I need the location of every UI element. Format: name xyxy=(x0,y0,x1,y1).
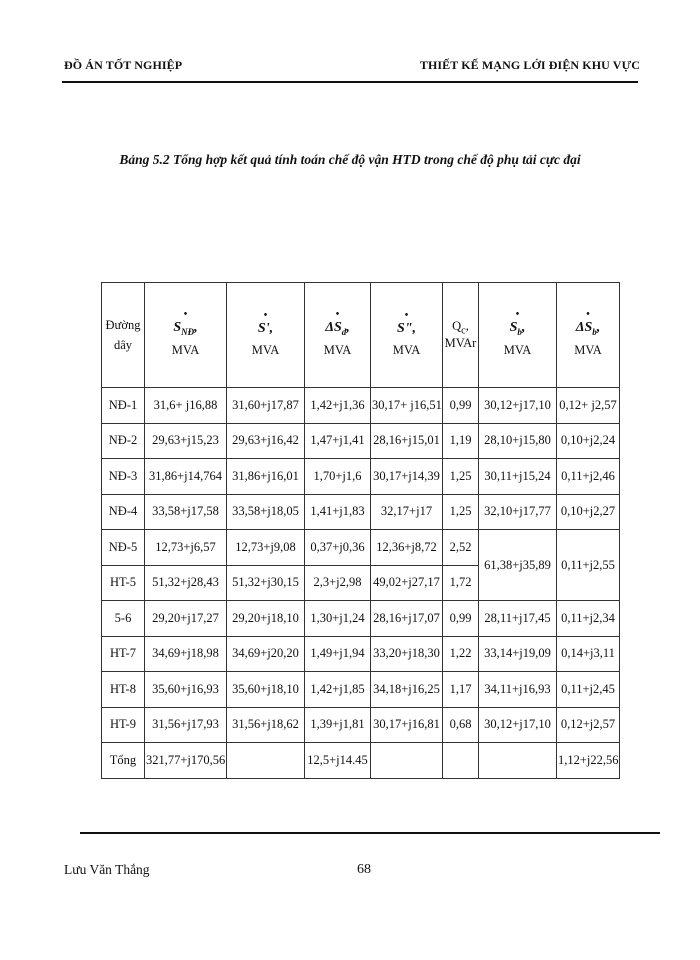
header-cell-qc xyxy=(443,283,479,388)
table-cell: 2,52 xyxy=(443,530,479,566)
page-number: 68 xyxy=(357,862,371,877)
table-cell: 51,32+j30,15 xyxy=(227,565,305,601)
table-row xyxy=(102,530,620,566)
table-caption: Bảng 5.2 Tổng hợp kết quả tính toán chế độ vận HTD trong chế độ phụ tải cực đại xyxy=(119,152,581,167)
table-cell: 34,69+j20,20 xyxy=(227,636,305,672)
table-cell: 1,41+j1,83 xyxy=(305,494,371,530)
header-cell-sb xyxy=(479,283,557,388)
header-symbol-text: ΔS xyxy=(325,320,342,336)
table-cell: 28,10+j15,80 xyxy=(479,423,557,459)
table-cell: 12,5+j14.45 xyxy=(305,743,371,779)
table-cell: 34,69+j18,98 xyxy=(145,636,227,672)
table-cell: 5-6 xyxy=(102,601,145,637)
table-cell: 28,11+j17,45 xyxy=(479,601,557,637)
table-header-row xyxy=(102,283,620,388)
table-row xyxy=(102,388,620,424)
table-row xyxy=(102,459,620,495)
header-symbol: $Q_c$, xyxy=(452,318,469,337)
table-row xyxy=(102,601,620,637)
table-cell: HT-7 xyxy=(102,636,145,672)
table-cell: 33,14+j19,09 xyxy=(479,636,557,672)
table-cell: 1,49+j1,94 xyxy=(305,636,371,672)
table-cell: 1,25 xyxy=(443,459,479,495)
table-cell: 1,47+j1,41 xyxy=(305,423,371,459)
table-cell: 12,73+j9,08 xyxy=(227,530,305,566)
header-symbol: • S', xyxy=(257,309,274,336)
table-cell: 32,10+j17,77 xyxy=(479,494,557,530)
table-cell: 1,22 xyxy=(443,636,479,672)
table-row xyxy=(102,423,620,459)
table-cell-merged: 61,38+j35,89 xyxy=(479,530,557,601)
table-cell: 31,86+j14,764 xyxy=(145,459,227,495)
table-cell: 33,58+j18,05 xyxy=(227,494,305,530)
header-symbol-sub: c xyxy=(461,325,466,337)
table-cell: 29,63+j16,42 xyxy=(227,423,305,459)
table-cell xyxy=(227,743,305,779)
header-symbol: • $\Delta S_d$, xyxy=(325,309,350,337)
table-cell: 0,99 xyxy=(443,388,479,424)
table-cell: 1,70+j1,6 xyxy=(305,459,371,495)
table-cell: 31,60+j17,87 xyxy=(227,388,305,424)
table-cell: 0,37+j0,36 xyxy=(305,530,371,566)
table-cell: 1,19 xyxy=(443,423,479,459)
table-cell: 51,32+j28,43 xyxy=(145,565,227,601)
table-cell: 31,86+j16,01 xyxy=(227,459,305,495)
table-cell: 1,25 xyxy=(443,494,479,530)
table-cell: 30,17+j16,81 xyxy=(371,707,443,743)
table-total-row xyxy=(102,743,620,779)
header-symbol: • S", xyxy=(396,309,417,336)
table-cell: HT-5 xyxy=(102,565,145,601)
table-cell: HT-8 xyxy=(102,672,145,708)
table-cell: 1,72 xyxy=(443,565,479,601)
table-cell: 0,99 xyxy=(443,601,479,637)
table-cell: 0,14+j3,11 xyxy=(557,636,620,672)
table-cell xyxy=(479,743,557,779)
table-cell: 12,73+j6,57 xyxy=(145,530,227,566)
table-cell: 0,11+j2,46 xyxy=(557,459,620,495)
table-cell: 33,20+j18,30 xyxy=(371,636,443,672)
table-cell: NĐ-4 xyxy=(102,494,145,530)
table-cell: 31,56+j18,62 xyxy=(227,707,305,743)
table-cell: 30,12+j17,10 xyxy=(479,707,557,743)
table-cell: 321,77+j170,56 xyxy=(145,743,227,779)
table-cell: NĐ-5 xyxy=(102,530,145,566)
table-cell: 1,30+j1,24 xyxy=(305,601,371,637)
header-cell-s-nd xyxy=(145,283,227,388)
table-cell: NĐ-3 xyxy=(102,459,145,495)
header-symbol-text: S xyxy=(509,320,518,336)
table-cell: 35,60+j16,93 xyxy=(145,672,227,708)
header-unit: MVA xyxy=(323,342,352,357)
table-cell: 1,42+j1,36 xyxy=(305,388,371,424)
header-unit: MVAr xyxy=(444,336,477,351)
header-divider xyxy=(62,81,638,83)
table-cell: 30,17+ j16,51 xyxy=(371,388,443,424)
header-symbol-sub: b xyxy=(517,326,522,337)
table-cell: 12,36+j8,72 xyxy=(371,530,443,566)
table-cell xyxy=(443,743,479,779)
table-cell: 0,11+j2,45 xyxy=(557,672,620,708)
table-cell: 1,42+j1,85 xyxy=(305,672,371,708)
header-symbol: • $S_b$, xyxy=(509,309,526,337)
table-cell: 34,11+j16,93 xyxy=(479,672,557,708)
table-cell: 29,20+j17,27 xyxy=(145,601,227,637)
results-table xyxy=(101,282,620,779)
header-unit: MVA xyxy=(503,342,532,357)
table-cell: 33,58+j17,58 xyxy=(145,494,227,530)
header-cell-delta-sd xyxy=(305,283,371,388)
table-cell: 1,17 xyxy=(443,672,479,708)
table-cell: NĐ-2 xyxy=(102,423,145,459)
table-cell: 34,18+j16,25 xyxy=(371,672,443,708)
header-cell-delta-sb xyxy=(557,283,620,388)
table-cell-merged: 0,11+j2,55 xyxy=(557,530,620,601)
table-cell: 0,12+ j2,57 xyxy=(557,388,620,424)
footer-author: Lưu Văn Thắng xyxy=(64,862,150,877)
header-cell-line xyxy=(102,283,145,388)
header-cell-s-double-prime xyxy=(371,283,443,388)
table-cell: 2,3+j2,98 xyxy=(305,565,371,601)
table-cell: 1,12+j22,56 xyxy=(557,743,620,779)
header-unit: MVA xyxy=(392,342,421,357)
header-symbol-text: ΔS xyxy=(575,320,593,336)
table-cell: 0,68 xyxy=(443,707,479,743)
header-symbol-sub: b xyxy=(592,326,597,337)
table-cell: Tổng xyxy=(102,743,145,779)
table-cell: 0,12+j2,57 xyxy=(557,707,620,743)
header-symbol: • $\Delta S_b$, xyxy=(575,309,601,337)
header-symbol-sub: NĐ xyxy=(181,326,195,337)
header-cell-s-prime xyxy=(227,283,305,388)
table-cell: 28,16+j17,07 xyxy=(371,601,443,637)
table-row xyxy=(102,672,620,708)
table-cell: 0,11+j2,34 xyxy=(557,601,620,637)
table-cell: 30,17+j14,39 xyxy=(371,459,443,495)
table-cell: HT-9 xyxy=(102,707,145,743)
header-symbol-sub: d xyxy=(341,326,347,337)
table-cell: 1,39+j1,81 xyxy=(305,707,371,743)
table-cell: 28,16+j15,01 xyxy=(371,423,443,459)
header-symbol-text: S xyxy=(173,320,182,336)
header-symbol-text: Q xyxy=(452,318,462,333)
table-cell: 30,11+j15,24 xyxy=(479,459,557,495)
header-unit: MVA xyxy=(171,342,200,357)
header-symbol-text: S' xyxy=(257,320,270,336)
header-right: THIẾT KẾ MẠNG LỚI ĐIỆN KHU VỰC xyxy=(419,58,640,72)
header-symbol: • $S_{NĐ}$, xyxy=(173,309,198,337)
table-cell: 31,6+ j16,88 xyxy=(145,388,227,424)
footer-divider xyxy=(80,832,660,834)
table-cell: NĐ-1 xyxy=(102,388,145,424)
table-row xyxy=(102,494,620,530)
table-row xyxy=(102,707,620,743)
table-cell: 29,63+j15,23 xyxy=(145,423,227,459)
table-cell: 49,02+j27,17 xyxy=(371,565,443,601)
header-symbol-text: S" xyxy=(396,320,413,336)
table-cell: 31,56+j17,93 xyxy=(145,707,227,743)
table-cell: 0,10+j2,27 xyxy=(557,494,620,530)
header-line-label-1: Đường xyxy=(105,318,141,332)
table-cell: 32,17+j17 xyxy=(371,494,443,530)
table-cell: 30,12+j17,10 xyxy=(479,388,557,424)
table-cell: 35,60+j18,10 xyxy=(227,672,305,708)
table-row xyxy=(102,636,620,672)
header-unit: MVA xyxy=(574,342,602,357)
header-left: ĐỒ ÁN TỐT NGHIỆP xyxy=(64,58,183,72)
table-cell: 29,20+j18,10 xyxy=(227,601,305,637)
table-cell: 0,10+j2,24 xyxy=(557,423,620,459)
header-line-label-2: dây xyxy=(113,338,133,352)
header-unit: MVA xyxy=(251,342,280,357)
table-cell xyxy=(371,743,443,779)
